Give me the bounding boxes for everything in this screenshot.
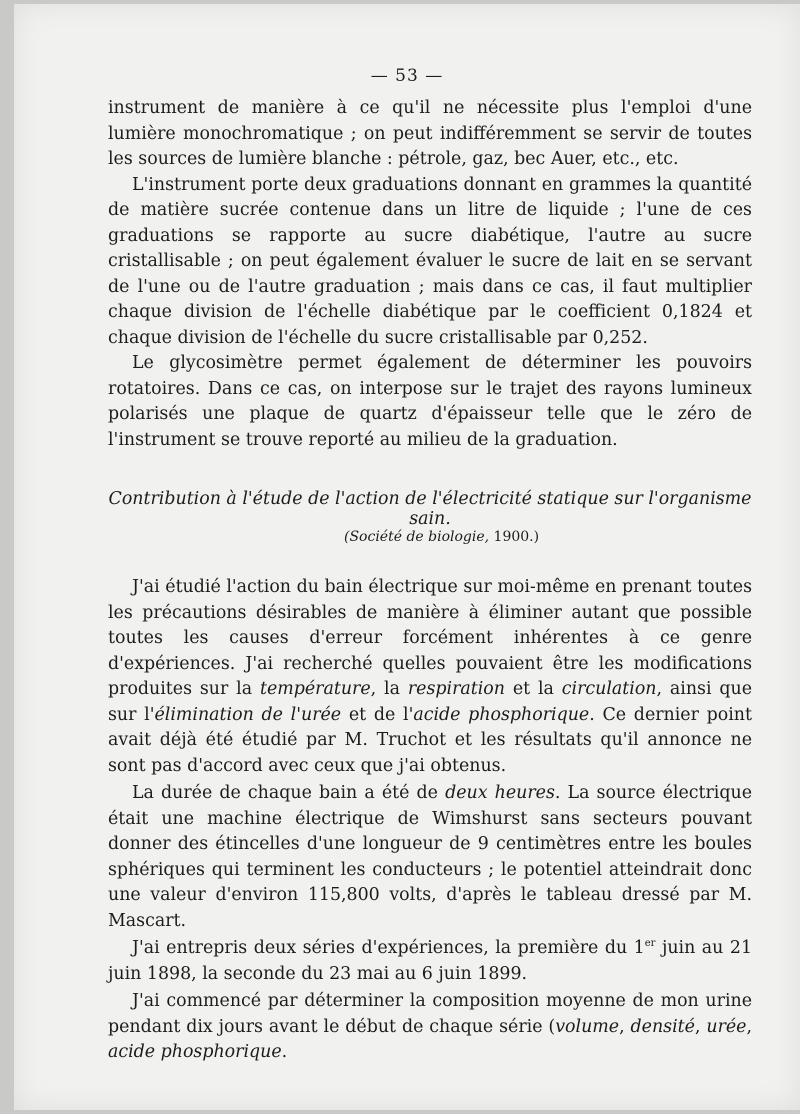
intro-paragraph-2: L'instrument porte deux graduations donnant en grammes la quantité de matière sucrée contenue dans un litre de liquide ; l'une de ces graduations se rapporte au sucre diabétique, l'autre au sucre cristallisable ; on peut également évaluer le sucre de lait en se servant de l'une ou de l'autre graduation ; mais dans ce cas, il faut multiplier chaque division de l'échelle diabétique par le coefficient 0,1824 et chaque division de l'échelle du sucre cristallisable par 0,252. [108,174,752,348]
page-number: — 53 — [370,66,444,86]
article-paragraph-4: J'ai commencé par déterminer la composition moyenne de mon urine pendant dix jours avant le début de chaque série (volume, densité, urée, acide phosphorique. [108,991,753,1062]
intro-text [108,96,752,453]
source-name: (Société de biologie, [344,529,494,545]
intro-paragraph-1: instrument de manière à ce qu'il ne nécessite plus l'emploi d'une lumière monochromatique ; on peut indifféremment se servir de toutes les sources de lumière blanche : pétrole, gaz, bec Auer, etc., etc. [108,98,752,169]
article-body [108,575,752,1068]
article-paragraph-2: La durée de chaque bain a été de deux heures. La source électrique était une machine électrique de Wimshurst sans secteurs pouvant donner des étincelles d'une longueur de 9 centimètres entre les boules sphériques qui terminent les conducteurs ; le potentiel atteindrait donc une valeur d'environ 115,800 volts, d'après le tableau dressé par M. Mascart. [108,783,752,931]
article-paragraph-1: J'ai étudié l'action du bain électrique sur moi-même en prenant toutes les précautions désirables de manière à éliminer autant que possible toutes les causes d'erreur forcément inhérentes à ce genre d'expériences. J'ai recherché quelles pouvaient être les modifications produites sur la température, la respiration et la circulation, ainsi que sur l'élimination de l'urée et de l'acide phosphorique. Ce dernier point avait déjà été étudié par M. Truchot et les résultats qu'il annonce ne sont pas d'accord avec ceux que j'ai obtenus. [108,577,753,776]
intro-paragraph-3: Le glycosimètre permet également de déterminer les pouvoirs rotatoires. Dans ce cas, on interpose sur le trajet des rayons lumineux polarisés une plaque de quartz d'épaisseur telle que le zéro de l'instrument se trouve reporté au milieu de la graduation. [108,353,752,450]
document-page [14,4,800,1110]
article-title: Contribution à l'étude de l'action de l'électricité statique sur l'organisme sain. [108,489,752,529]
article-source [344,529,644,545]
article-paragraph-3: J'ai entrepris deux séries d'expériences, la première du 1er juin au 21 juin 1898, la seconde du 23 mai au 6 juin 1899. [108,938,753,984]
source-year: 1900.) [493,529,540,545]
